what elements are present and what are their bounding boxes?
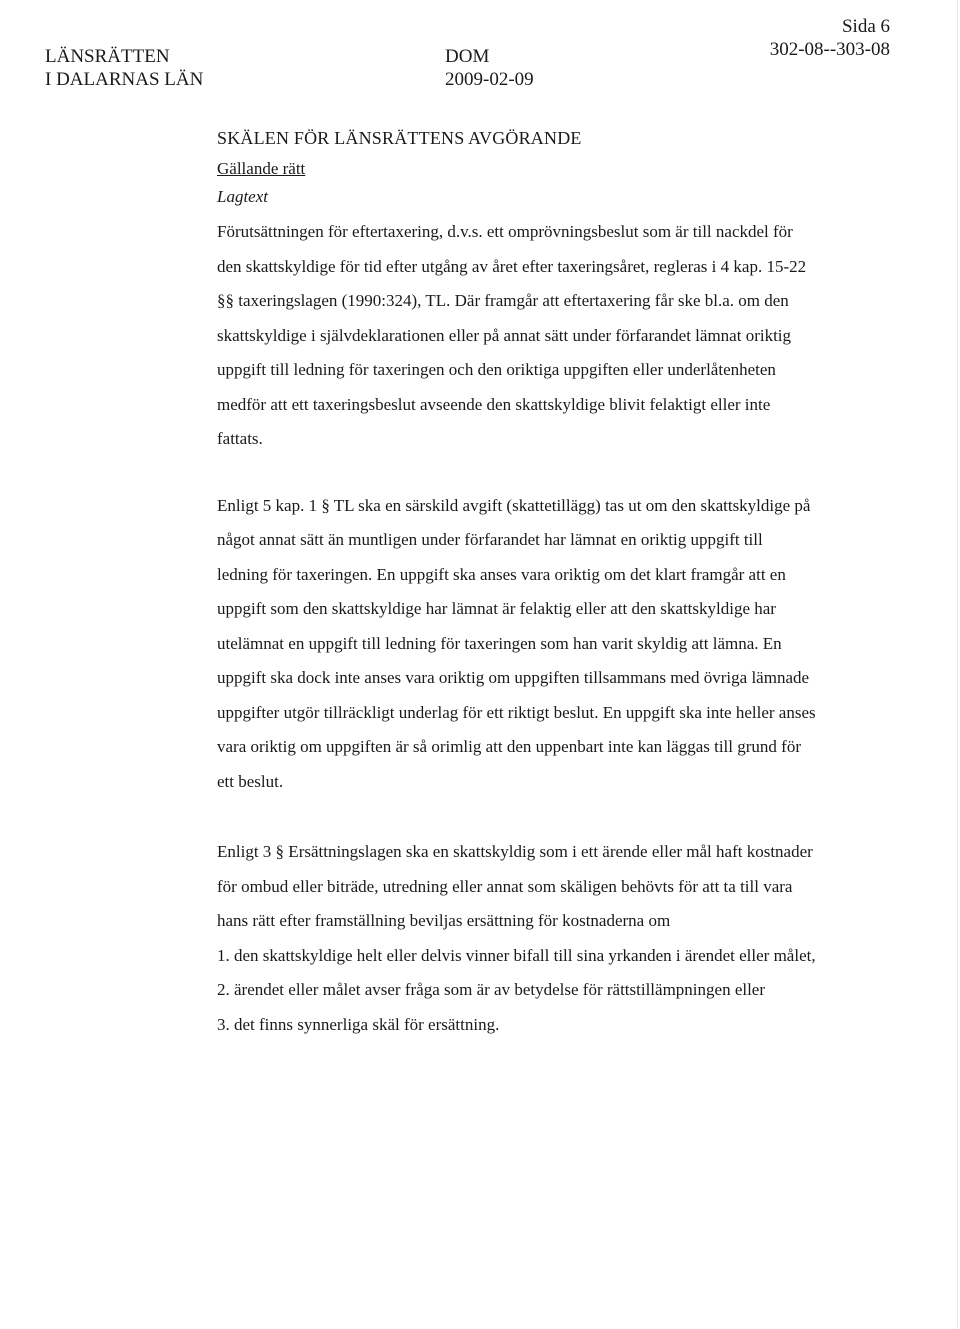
page-number: Sida 6 [841,16,890,37]
scan-edge-line [957,0,958,1329]
document-type: DOM [445,46,490,67]
paragraph-skattetillagg: Enligt 5 kap. 1 § TL ska en särskild avgift (skattetillägg) tas ut om den skattskyldige på något annat sätt än muntligen under förfarandet har lämnat en oriktig uppgift till ledning för taxeringen. En uppgift ska anses vara oriktig om det klart framgår att en uppgift som den skattskyldige har lämnat är felaktig eller att den skattskyldige har utelämnat en uppgift till ledning för taxeringen som han varit skyldig att lämna. En uppgift ska dock inte anses vara oriktig om uppgiften tillsammans med övriga lämnade uppgifter utgör tillräckligt underlag för ett riktigt beslut. En uppgift ska inte heller anses vara oriktig om uppgiften är så orimlig att den uppenbart inte kan läggas till grund för ett beslut. [217,495,816,791]
court-name [45,45,203,91]
list-item: 3. det finns synnerliga skäl för ersättning. [217,1014,500,1034]
document-date: 2009-02-09 [445,69,534,90]
list-item: 1. den skattskyldige helt eller delvis vinner bifall till sina yrkanden i ärendet eller målet, [217,945,816,965]
paragraph-ersattning: Enligt 3 § Ersättningslagen ska en skattskyldig som i ett ärende eller mål haft kostnader för ombud eller biträde, utredning eller annat som skäligen behövts för att ta till vara hans rätt efter framställning beviljas ersättning för kostnaderna om [217,842,813,930]
section-title: SKÄLEN FÖR LÄNSRÄTTENS AVGÖRANDE [217,128,582,148]
subheading: Gällande rätt [217,159,306,178]
lagtext-label: Lagtext [217,187,268,206]
paragraph-eftertaxering: Förutsättningen för eftertaxering, d.v.s. ett omprövningsbeslut som är till nackdel för den skattskyldige för tid efter utgång av året efter taxeringsåret, regleras i 4 kap. 15-22 §§ taxeringslagen (1990:324), TL. Där framgår att eftertaxering får ske bl.a. om den skattskyldige i självdeklarationen eller på annat sätt under förfarandet lämnat oriktig uppgift till ledning för taxeringen och den oriktiga uppgiften eller underlåtenheten medför att ett taxeringsbeslut avseende den skattskyldige blivit felaktigt eller inte fattats. [217,222,807,448]
document-body [217,128,817,1042]
conditions-list [217,939,817,1043]
court-name-line1: LÄNSRÄTTEN [45,46,170,67]
case-number: 302-08--303-08 [769,39,890,60]
document-type-block [445,45,534,91]
list-item: 2. ärendet eller målet avser fråga som är av betydelse för rättstillämpningen eller [217,980,766,999]
court-name-line2: I DALARNAS LÄN [45,69,204,90]
page-info [770,15,890,61]
